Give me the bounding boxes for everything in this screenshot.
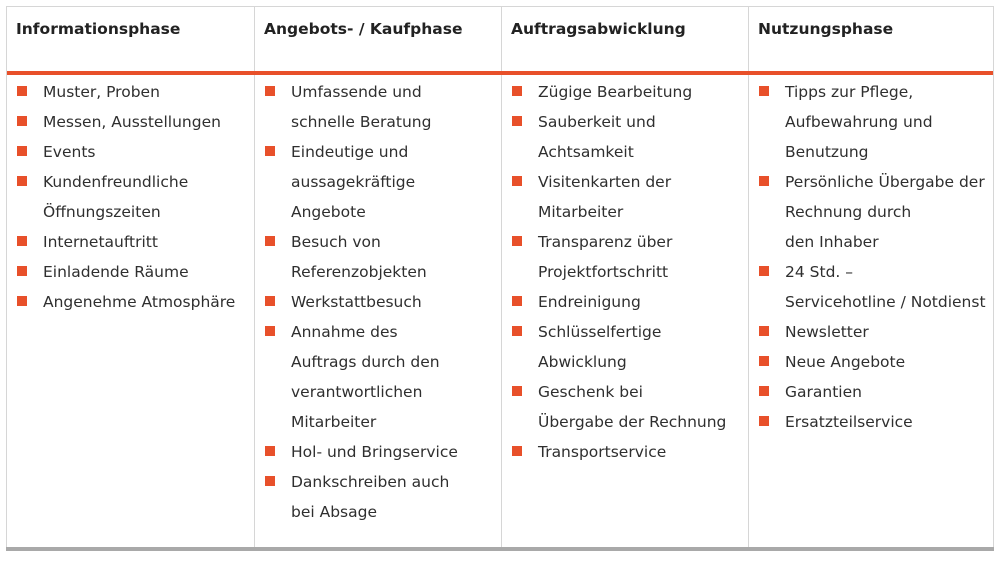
list-item-line: Aufbewahrung und: [785, 113, 933, 131]
list-item-line: Angenehme Atmosphäre: [43, 293, 236, 311]
square-bullet-icon: [265, 146, 275, 156]
list-item-line: Newsletter: [785, 323, 869, 341]
list-item-line: Visitenkarten der: [538, 173, 672, 191]
list-item: [255, 317, 501, 437]
list-item-line: Abwicklung: [538, 353, 627, 371]
list-item-line: Transportservice: [538, 443, 667, 461]
square-bullet-icon: [265, 326, 275, 336]
list-item-line: Servicehotline / Notdienst: [785, 293, 986, 311]
list-item-line: Einladende Räume: [43, 263, 189, 281]
list-item-line: Mitarbeiter: [538, 203, 624, 221]
column-informationsphase: [7, 7, 254, 548]
list-item-line: Transparenz über: [538, 233, 673, 251]
list-item-line: Angebote: [291, 203, 366, 221]
square-bullet-icon: [512, 176, 522, 186]
list-item-line: Mitarbeiter: [291, 413, 377, 431]
list-item: [749, 257, 993, 317]
phase-table: [6, 6, 994, 551]
list-item-line: Rechnung durch: [785, 203, 912, 221]
list-item-line: Benutzung: [785, 143, 869, 161]
list-item: [502, 167, 748, 227]
list-item-line: 24 Std. –: [785, 263, 854, 281]
list-item: [7, 107, 254, 137]
list-item-line: bei Absage: [291, 503, 377, 521]
header-divider: [7, 71, 993, 75]
square-bullet-icon: [759, 416, 769, 426]
list-item-line: verantwortlichen: [291, 383, 423, 401]
list-item-line: Muster, Proben: [43, 83, 160, 101]
square-bullet-icon: [759, 266, 769, 276]
square-bullet-icon: [512, 86, 522, 96]
square-bullet-icon: [17, 266, 27, 276]
list-item-line: Besuch von: [291, 233, 381, 251]
square-bullet-icon: [265, 296, 275, 306]
list-item: [7, 227, 254, 257]
square-bullet-icon: [265, 476, 275, 486]
square-bullet-icon: [17, 116, 27, 126]
list-item: [749, 407, 993, 437]
square-bullet-icon: [512, 116, 522, 126]
list-item-line: Auftrags durch den: [291, 353, 440, 371]
list-item-line: Internetauftritt: [43, 233, 158, 251]
list-item: [749, 317, 993, 347]
square-bullet-icon: [512, 326, 522, 336]
square-bullet-icon: [759, 386, 769, 396]
list-item-line: Endreinigung: [538, 293, 641, 311]
list-item-line: Neue Angebote: [785, 353, 906, 371]
list-item-line: Kundenfreundliche: [43, 173, 189, 191]
list-item-line: aussagekräftige: [291, 173, 416, 191]
list-item: [255, 77, 501, 137]
table-bottom-border: [6, 547, 994, 551]
list-item-line: Eindeutige und: [291, 143, 409, 161]
column-header: Angebots- / Kaufphase: [264, 20, 463, 38]
square-bullet-icon: [759, 356, 769, 366]
square-bullet-icon: [265, 236, 275, 246]
list-item-line: Achtsamkeit: [538, 143, 634, 161]
list-item-line: Events: [43, 143, 96, 161]
list-item: [255, 227, 501, 287]
item-list: [749, 77, 993, 437]
square-bullet-icon: [512, 296, 522, 306]
list-item-line: Geschenk bei: [538, 383, 643, 401]
list-item: [749, 167, 993, 257]
list-item: [255, 467, 501, 527]
column-nutzungsphase: [748, 7, 993, 548]
list-item-line: Messen, Ausstellungen: [43, 113, 221, 131]
list-item: [502, 287, 748, 317]
square-bullet-icon: [17, 236, 27, 246]
item-list: [255, 77, 501, 527]
list-item: [749, 77, 993, 167]
list-item: [7, 257, 254, 287]
item-list: [502, 77, 748, 467]
list-item: [502, 107, 748, 167]
list-item-line: Ersatzteilservice: [785, 413, 913, 431]
list-item: [255, 437, 501, 467]
square-bullet-icon: [759, 86, 769, 96]
list-item-line: Referenzobjekten: [291, 263, 427, 281]
square-bullet-icon: [17, 146, 27, 156]
list-item-line: den Inhaber: [785, 233, 879, 251]
list-item: [7, 287, 254, 317]
list-item: [7, 137, 254, 167]
list-item: [502, 437, 748, 467]
square-bullet-icon: [17, 86, 27, 96]
square-bullet-icon: [512, 446, 522, 456]
list-item-line: Schlüsselfertige: [538, 323, 662, 341]
list-item-line: Umfassende und: [291, 83, 422, 101]
square-bullet-icon: [512, 386, 522, 396]
square-bullet-icon: [265, 446, 275, 456]
list-item: [749, 377, 993, 407]
list-item-line: Übergabe der Rechnung: [538, 413, 727, 431]
list-item: [255, 287, 501, 317]
column-header: Auftragsabwicklung: [511, 20, 686, 38]
list-item: [749, 347, 993, 377]
square-bullet-icon: [759, 326, 769, 336]
square-bullet-icon: [759, 176, 769, 186]
list-item-line: Öffnungszeiten: [43, 203, 161, 221]
list-item-line: Persönliche Übergabe der: [785, 173, 985, 191]
list-item-line: Hol- und Bringservice: [291, 443, 458, 461]
square-bullet-icon: [17, 176, 27, 186]
list-item: [502, 227, 748, 287]
list-item-line: Zügige Bearbeitung: [538, 83, 693, 101]
list-item-line: Garantien: [785, 383, 862, 401]
list-item-line: Dankschreiben auch: [291, 473, 450, 491]
list-item-line: Werkstattbesuch: [291, 293, 422, 311]
square-bullet-icon: [512, 236, 522, 246]
list-item: [502, 377, 748, 437]
list-item: [7, 167, 254, 227]
square-bullet-icon: [17, 296, 27, 306]
list-item: [7, 77, 254, 107]
list-item-line: schnelle Beratung: [291, 113, 432, 131]
list-item-line: Tipps zur Pflege,: [785, 83, 914, 101]
list-item-line: Projektfortschritt: [538, 263, 669, 281]
item-list: [7, 77, 254, 317]
list-item-line: Annahme des: [291, 323, 398, 341]
list-item: [502, 77, 748, 107]
column-angebots-kaufphase: [254, 7, 501, 548]
list-item: [255, 137, 501, 227]
list-item-line: Sauberkeit und: [538, 113, 656, 131]
column-header: Nutzungsphase: [758, 20, 894, 38]
list-item: [502, 317, 748, 377]
square-bullet-icon: [265, 86, 275, 96]
column-header: Informationsphase: [16, 20, 181, 38]
column-auftragsabwicklung: [501, 7, 748, 548]
